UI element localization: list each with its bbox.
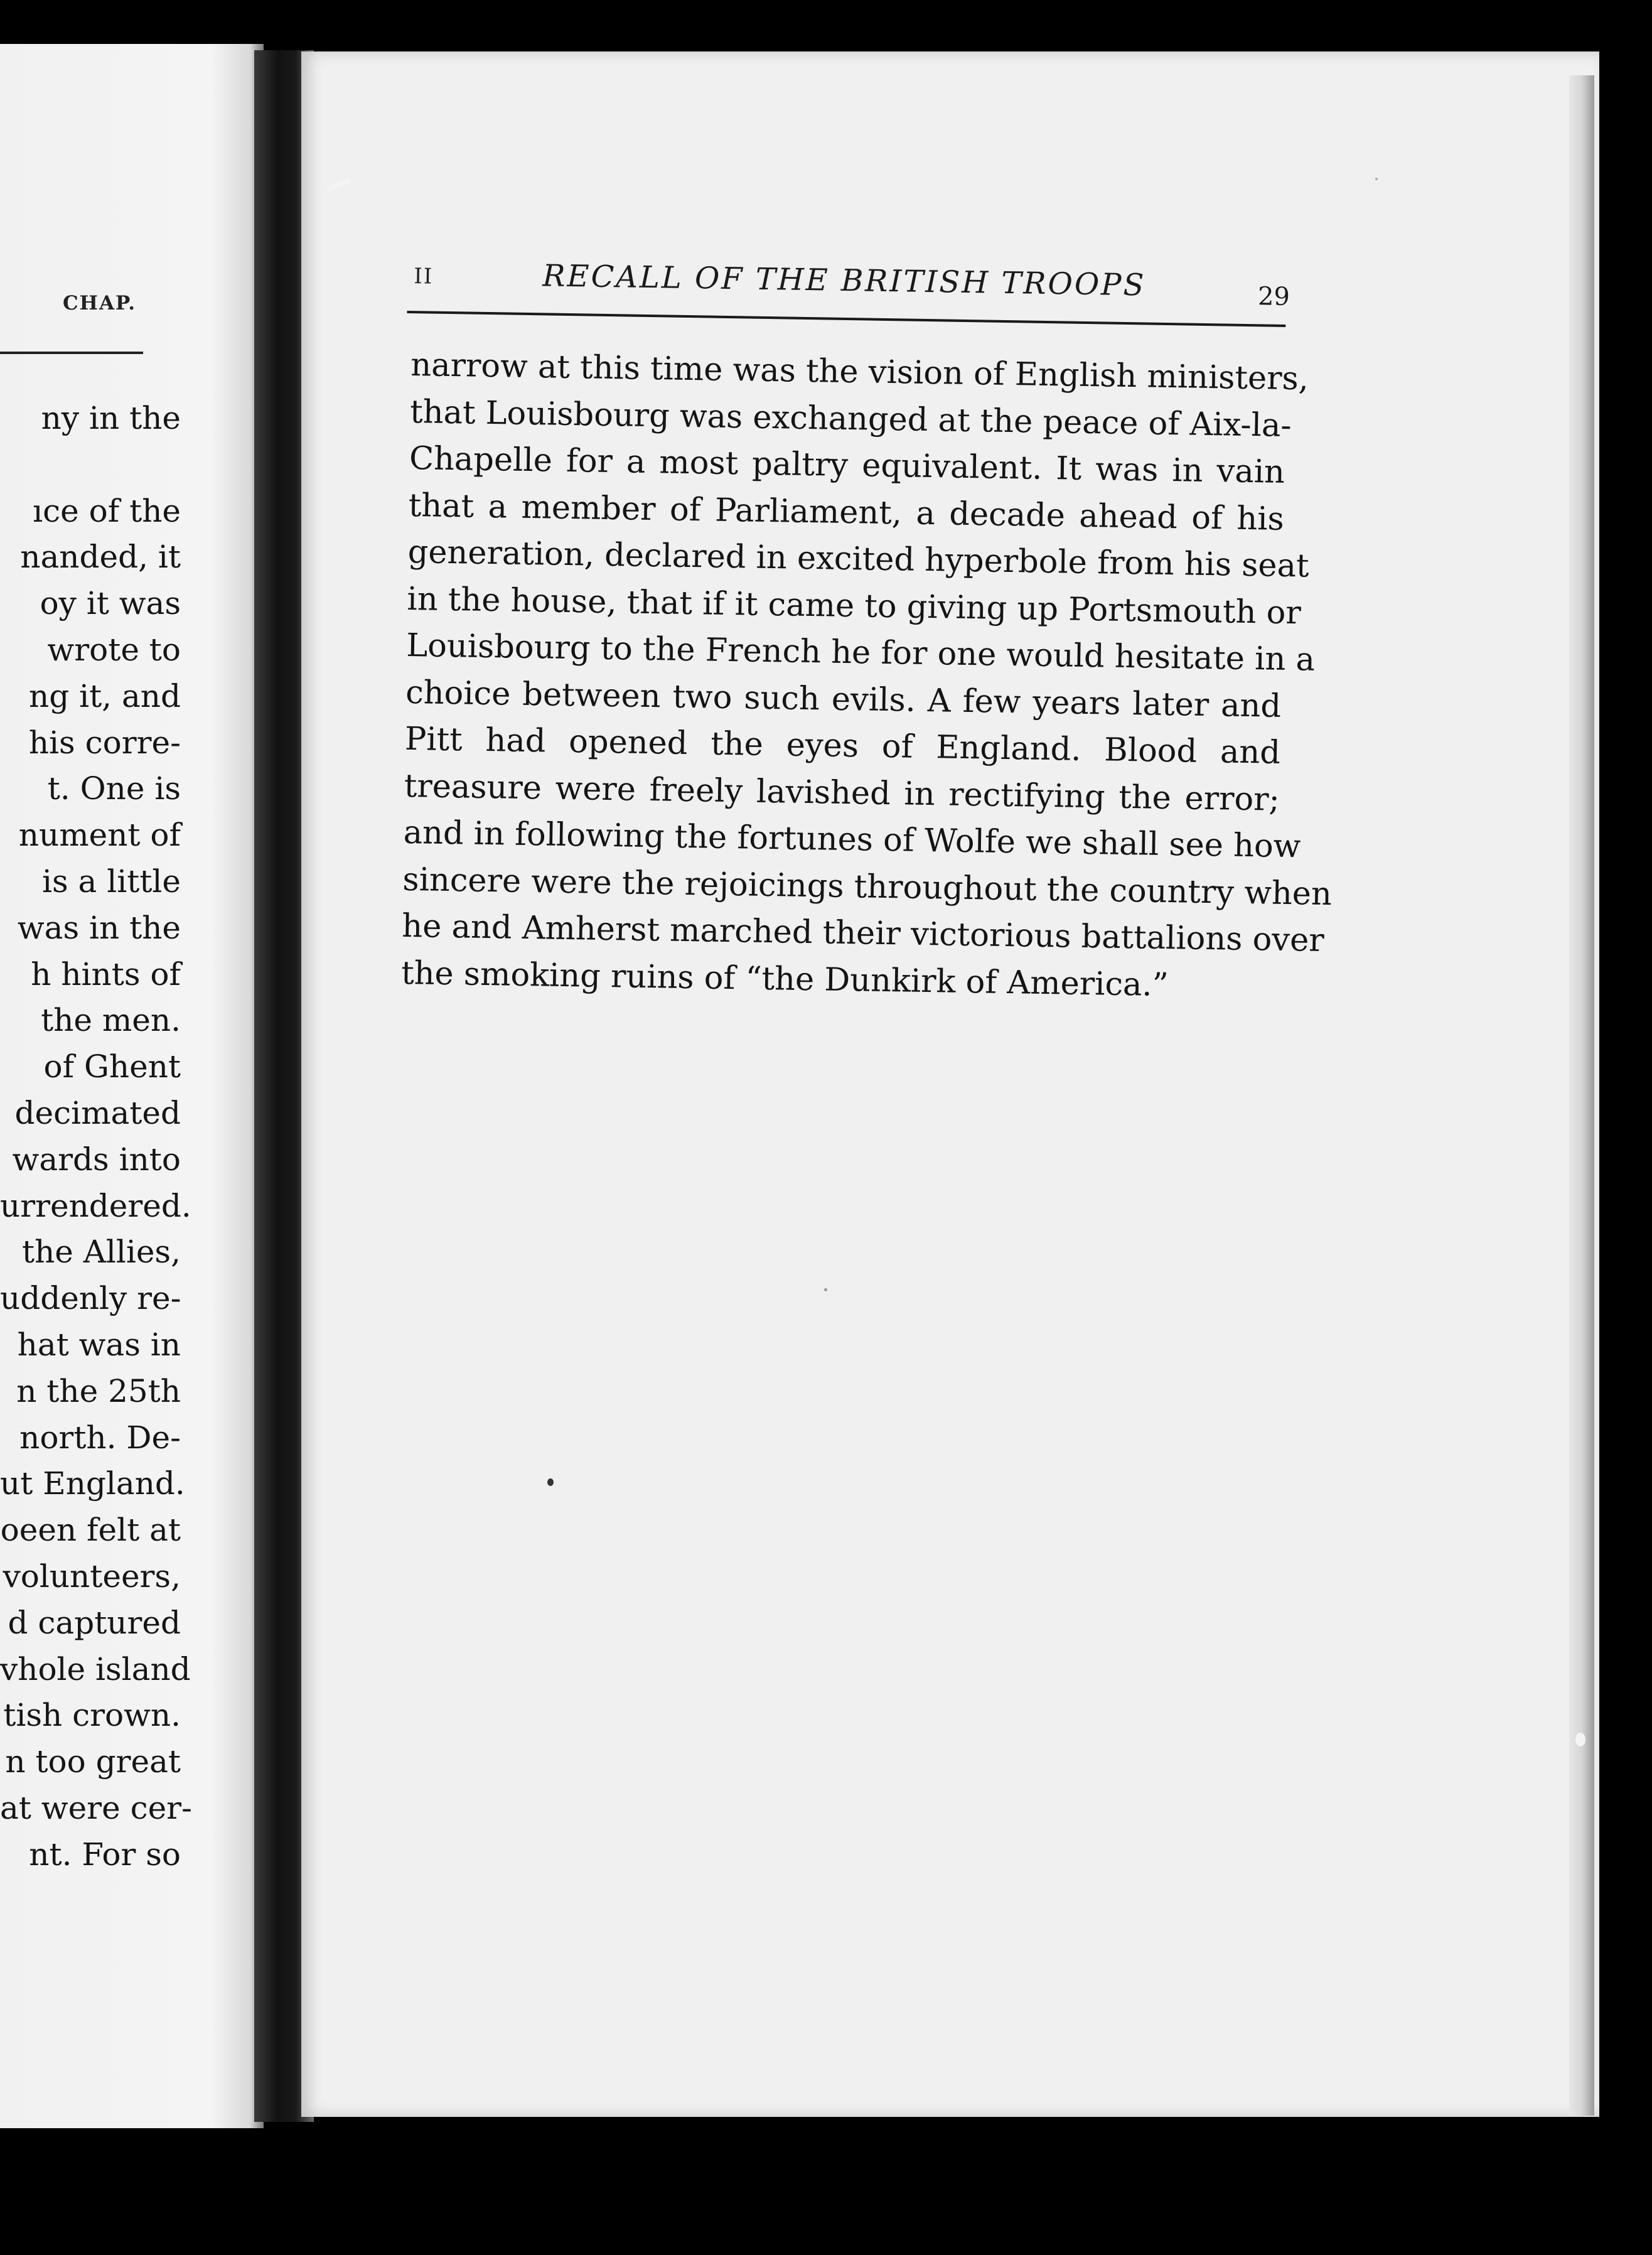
body-text-line: Chapelle for a most paltry equivalent. It was in vain [409, 439, 1285, 491]
left-text-line: h hints of [31, 955, 181, 993]
left-text-line: uddenly re- [0, 1280, 181, 1317]
body-text [400, 342, 1333, 1011]
left-text-line: is a little [42, 863, 181, 900]
left-page-text [0, 396, 192, 1878]
left-text-line: ng it, and [29, 677, 181, 714]
left-text-line: nt. For so [29, 1836, 181, 1873]
body-text-line: that a member of Parliament, a decade ahead of his [408, 487, 1285, 538]
left-text-line: nanded, it [20, 539, 181, 576]
left-text-line: oeen felt at [0, 1512, 181, 1549]
left-page-header: CHAP. [63, 292, 136, 315]
body-text-line: in the house, that if it came to giving up Portsmouth or [407, 580, 1302, 632]
left-text-line: n the 25th [16, 1372, 181, 1409]
body-text-line: choice between two such evils. A few years later and [405, 674, 1282, 725]
left-text-line: of Ghent [43, 1048, 181, 1085]
left-text-line: vhole island [0, 1650, 191, 1687]
body-text-line: Louisbourg to the French he for one would hesitate in a [405, 627, 1316, 679]
left-text-line: t. One is [47, 770, 181, 807]
body-text-line: treasure were freely lavished in rectifying the error; [404, 767, 1280, 819]
body-text-line: and in following the fortunes of Wolfe we shall see how [403, 814, 1301, 866]
body-text-line: narrow at this time was the vision of English ministers, [410, 346, 1309, 398]
left-text-line: hat was in [17, 1326, 181, 1363]
body-text-line: that Louisbourg was exchanged at the peace of Aix-la- [409, 393, 1292, 444]
scan-dot [1375, 178, 1378, 180]
left-text-line: ny in the [41, 400, 181, 436]
left-text-line: d captured [8, 1604, 181, 1641]
left-page [0, 44, 264, 2128]
body-text-line: the smoking ruins of “the Dunkirk of America.” [400, 954, 1169, 1004]
left-text-line: at were cer- [0, 1789, 192, 1826]
left-text-line: north. De- [19, 1419, 181, 1456]
scan-speck [1575, 1733, 1585, 1746]
left-header-rule [0, 352, 143, 354]
left-text-line: tish crown. [3, 1697, 181, 1734]
left-text-line: urrendered. [0, 1187, 191, 1224]
left-text-line: nument of [18, 817, 181, 854]
left-text-line: his corre- [28, 724, 181, 761]
running-head: RECALL OF THE BRITISH TROOPS [542, 258, 1146, 303]
left-text-line: decimated [14, 1094, 181, 1131]
body-text-line: generation, declared in excited hyperbole from his seat [407, 533, 1309, 585]
chapter-number: II [414, 264, 434, 289]
left-text-line: wrote to [47, 631, 181, 668]
left-text-line [0, 442, 181, 488]
left-text-line: n too great [5, 1743, 181, 1780]
left-text-line: ut England. [0, 1465, 185, 1502]
left-text-line: the Allies, [21, 1234, 181, 1271]
page-number: 29 [1257, 282, 1290, 312]
left-text-line: was in the [17, 909, 181, 946]
scan-dot [824, 1288, 827, 1291]
page-edge [1569, 75, 1594, 2116]
left-text-line: the men. [41, 1002, 181, 1039]
left-text-line: volunteers, [3, 1558, 181, 1595]
left-text-line: oy it was [40, 585, 181, 622]
left-text-line: wards into [12, 1141, 181, 1178]
body-text-line: Pitt had opened the eyes of England. Blood and [404, 720, 1281, 772]
body-text-line: he and Amherst marched their victorious battalions over [401, 907, 1325, 959]
body-text-line: sincere were the rejoicings throughout the country when [402, 861, 1333, 913]
left-text-line: ıce of the [33, 492, 181, 529]
scan-dot [547, 1478, 554, 1486]
